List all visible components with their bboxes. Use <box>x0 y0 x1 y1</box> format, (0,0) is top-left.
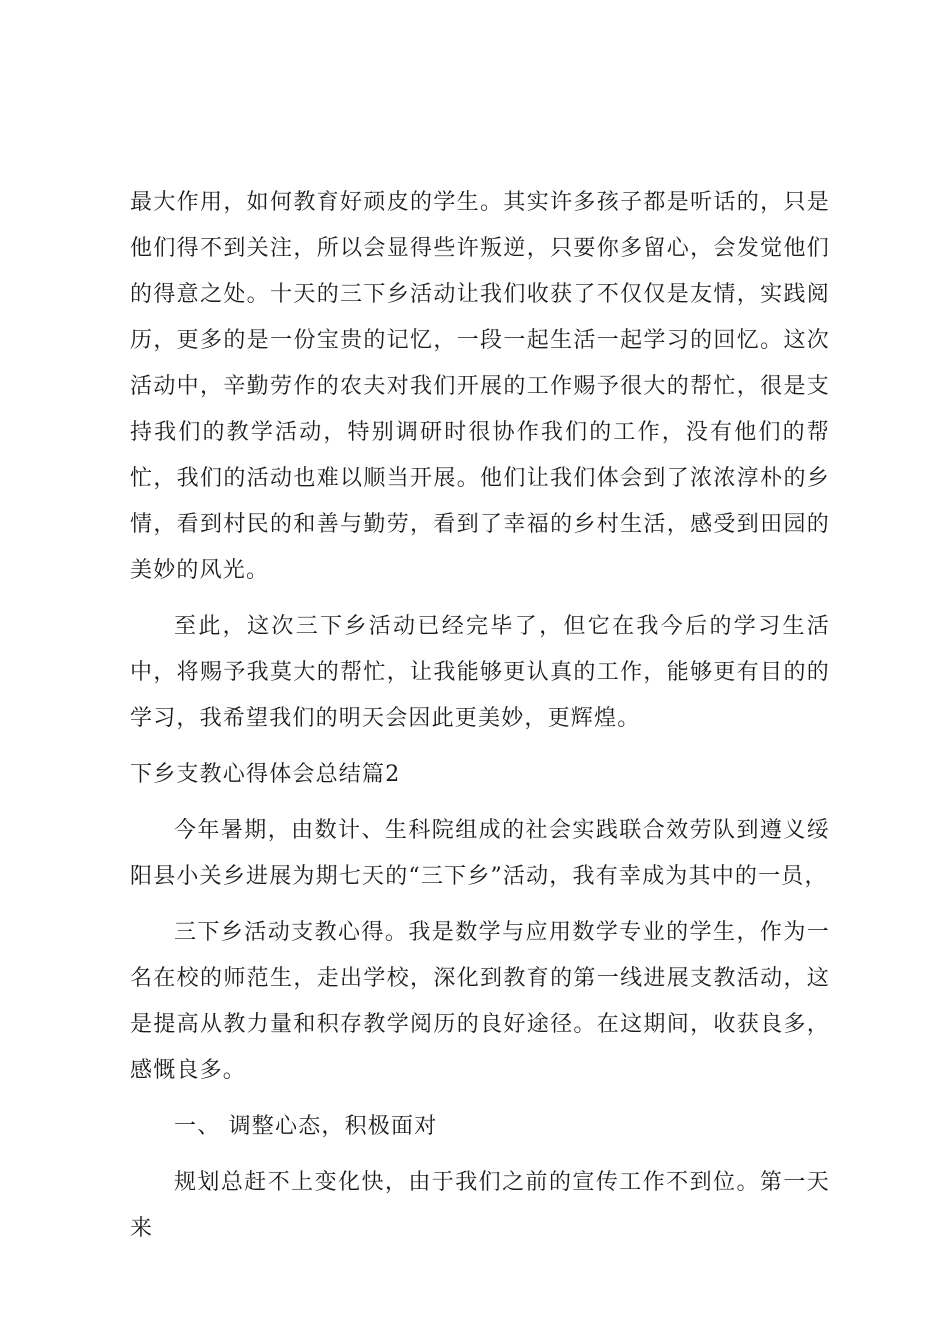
paragraph-plan: 规划总赶不上变化快，由于我们之前的宣传工作不到位。第一天来 <box>130 1170 830 1241</box>
document-body <box>130 180 830 1262</box>
paragraph-background: 三下乡活动支教心得。我是数学与应用数学专业的学生，作为一名在校的师范生，走出学校，深化到教育的第一线进展支教活动，这是提高从教力量和积存教学阅历的良好途径。在这期间，收获良多，感慨良多。 <box>130 920 830 1083</box>
paragraph-continuation: 最大作用，如何教育好顽皮的学生。其实许多孩子都是听话的，只是他们得不到关注，所以会显得些许叛逆，只要你多留心，会发觉他们的得意之处。十天的三下乡活动让我们收获了不仅仅是友情，实践阅历，更多的是一份宝贵的记忆，一段一起生活一起学习的回忆。这次活动中，辛勤劳作的农夫对我们开展的工作赐予很大的帮忙，很是支持我们的教学活动，特别调研时很协作我们的工作，没有他们的帮忙，我们的活动也难以顺当开展。他们让我们体会到了浓浓淳朴的乡情，看到村民的和善与勤劳，看到了幸福的乡村生活，感受到田园的美妙的风光。 <box>130 190 830 583</box>
subsection-heading: 一、 调整心态，积极面对 <box>174 1114 438 1139</box>
paragraph-intro: 今年暑期，由数计、生科院组成的社会实践联合效劳队到遵义绥阳县小关乡进展为期七天的“三下乡”活动，我有幸成为其中的一员， <box>130 818 830 889</box>
section-title: 下乡支教心得体会总结篇2 <box>130 762 401 787</box>
paragraph-conclusion: 至此，这次三下乡活动已经完毕了，但它在我今后的学习生活中，将赐予我莫大的帮忙，让我能够更认真的工作，能够更有目的的学习，我希望我们的明天会因此更美妙，更辉煌。 <box>130 614 830 731</box>
